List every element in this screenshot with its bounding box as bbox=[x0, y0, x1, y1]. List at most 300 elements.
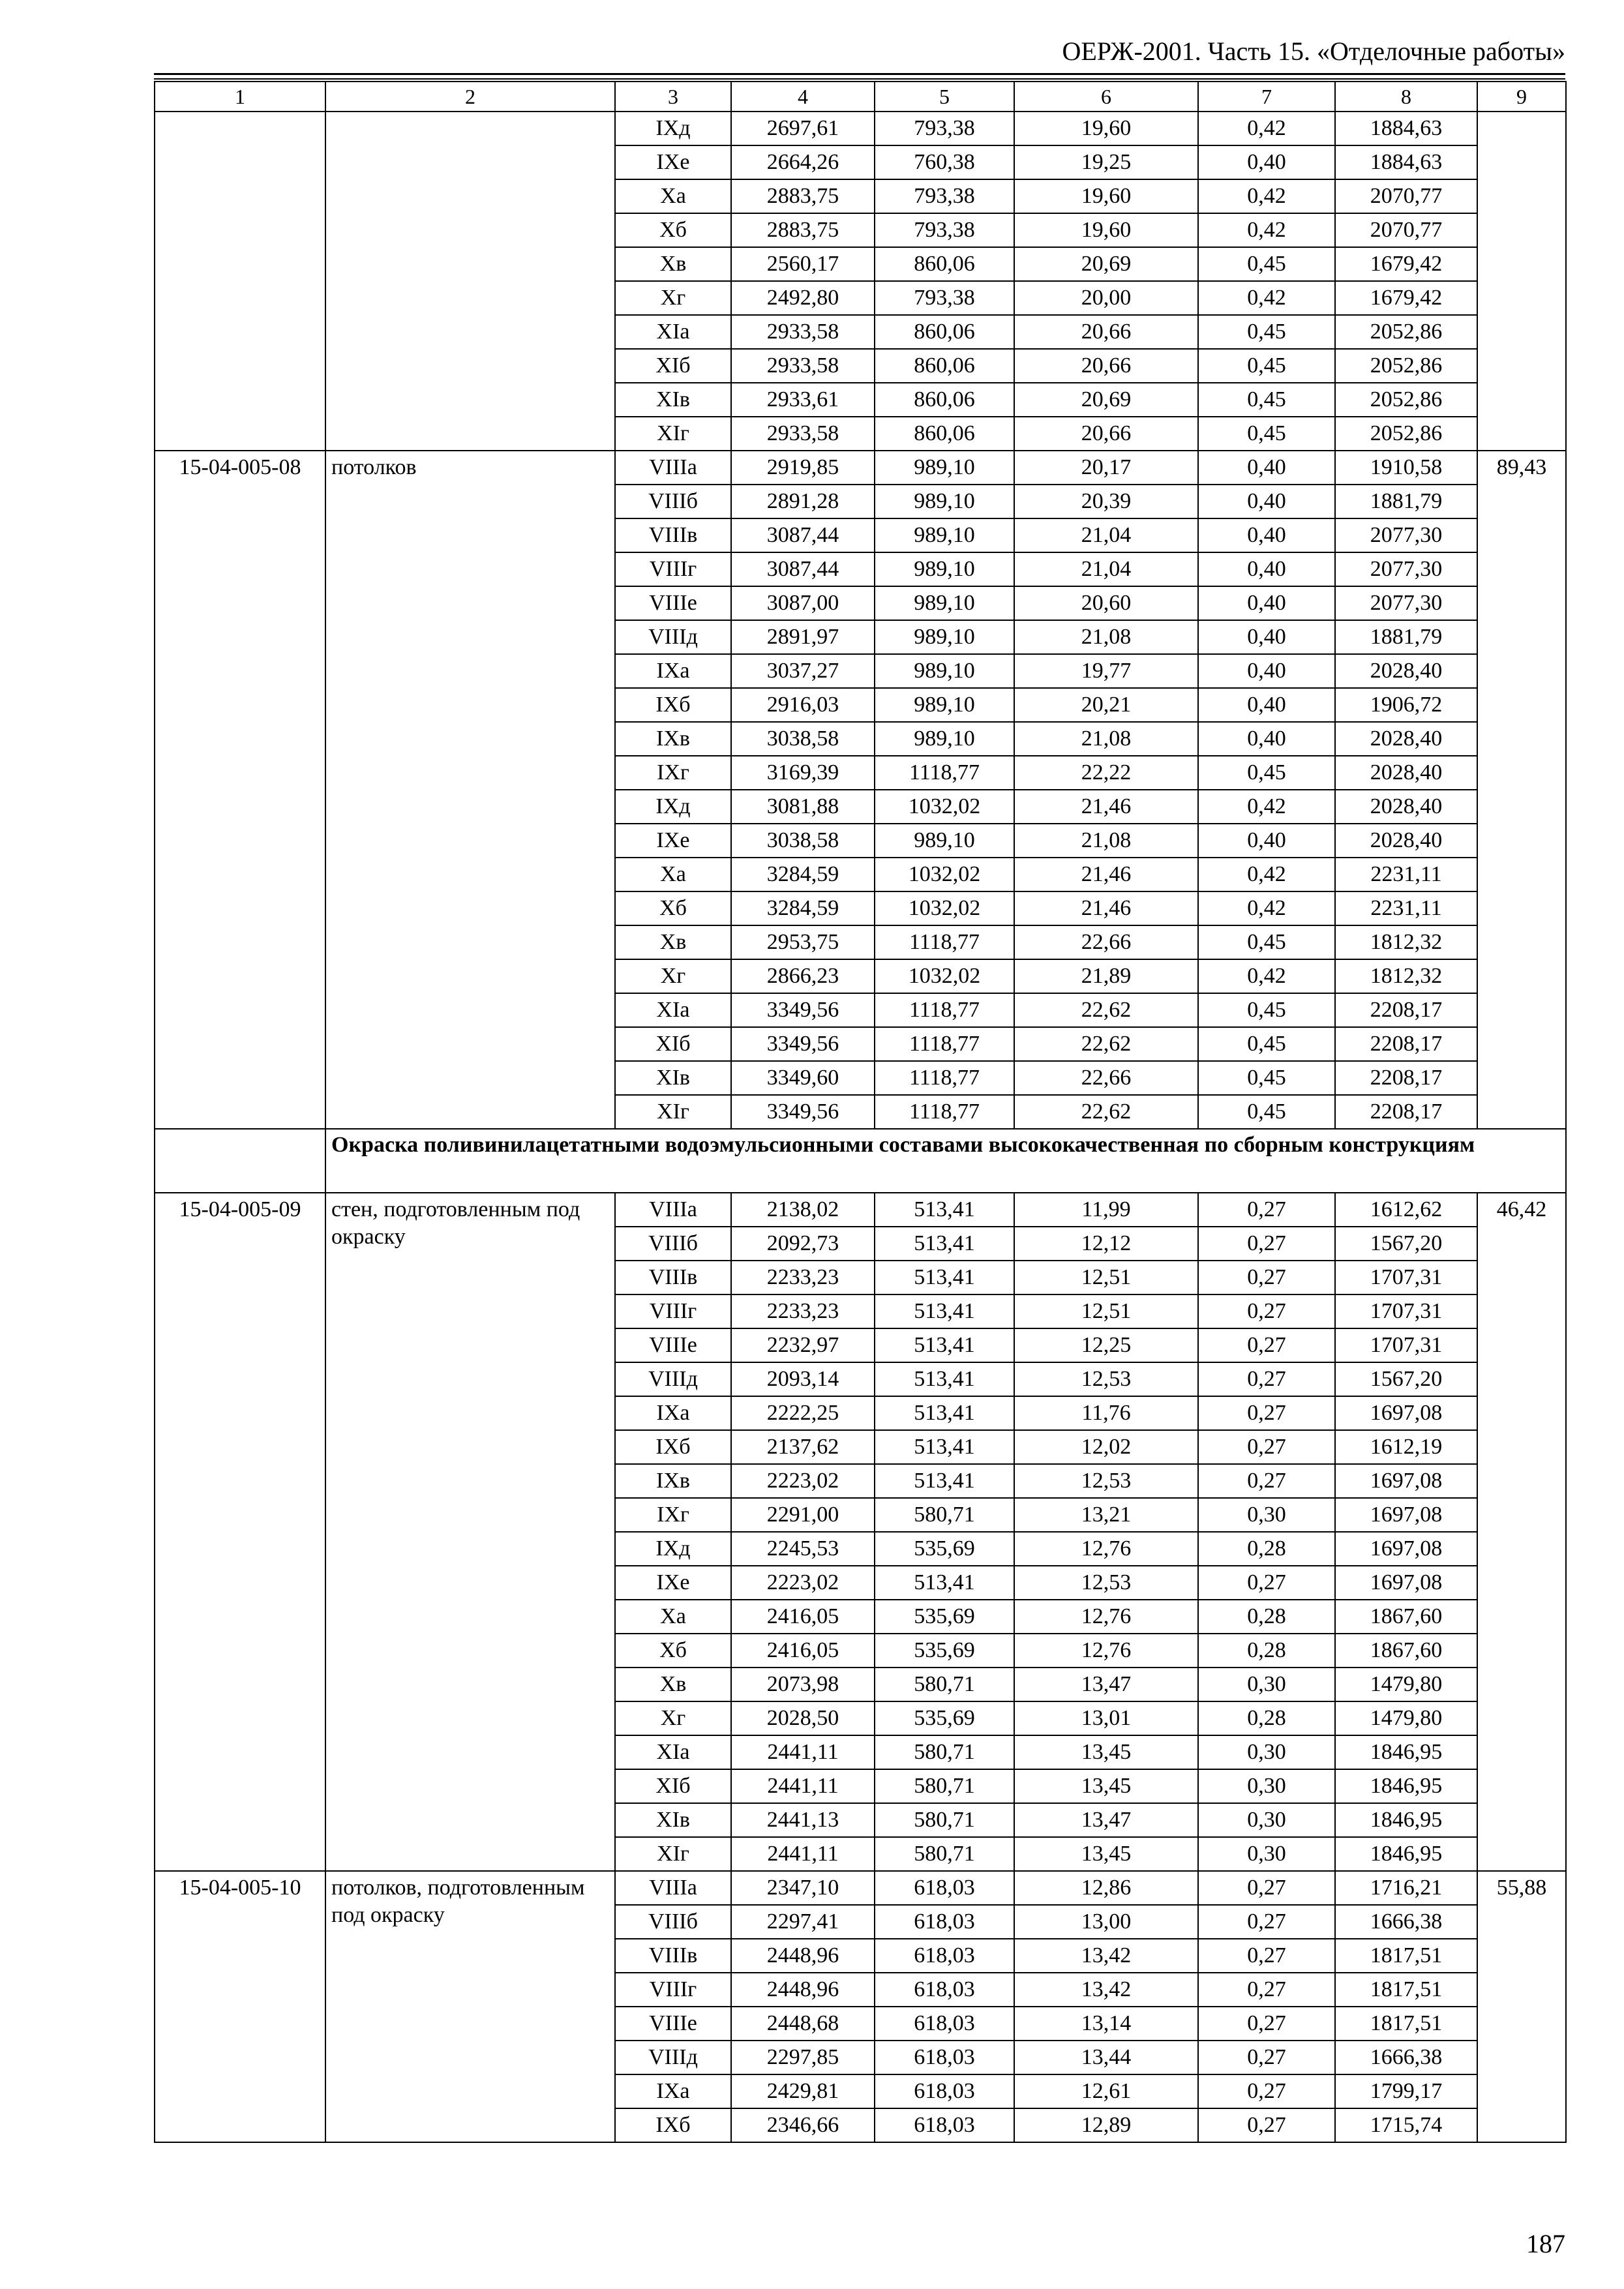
materials: 2231,11 bbox=[1335, 891, 1477, 925]
work-description: потолков, подготовленным под окраску bbox=[325, 1871, 615, 2142]
wages: 1118,77 bbox=[875, 1095, 1014, 1129]
table-row bbox=[155, 1871, 1566, 1905]
wages: 860,06 bbox=[875, 383, 1014, 417]
total-cost: 2297,41 bbox=[731, 1905, 875, 1939]
machinery: 12,76 bbox=[1014, 1600, 1198, 1634]
machinist-wages: 0,30 bbox=[1198, 1803, 1335, 1837]
materials: 2077,30 bbox=[1335, 552, 1477, 586]
total-cost: 2916,03 bbox=[731, 688, 875, 722]
materials: 2077,30 bbox=[1335, 518, 1477, 552]
machinery: 19,77 bbox=[1014, 654, 1198, 688]
machinist-wages: 0,40 bbox=[1198, 145, 1335, 179]
table-row bbox=[155, 1193, 1566, 1227]
zone-class: XIг bbox=[615, 417, 731, 451]
machinist-wages: 0,30 bbox=[1198, 1769, 1335, 1803]
machinist-wages: 0,42 bbox=[1198, 790, 1335, 824]
wages: 580,71 bbox=[875, 1668, 1014, 1701]
zone-class: XIа bbox=[615, 993, 731, 1027]
machinery: 12,76 bbox=[1014, 1532, 1198, 1566]
materials: 2070,77 bbox=[1335, 213, 1477, 247]
wages: 618,03 bbox=[875, 2074, 1014, 2108]
wages: 793,38 bbox=[875, 213, 1014, 247]
zone-class: IXа bbox=[615, 2074, 731, 2108]
machinery: 20,66 bbox=[1014, 417, 1198, 451]
wages: 1032,02 bbox=[875, 858, 1014, 891]
work-description bbox=[325, 112, 615, 451]
machinery: 21,46 bbox=[1014, 891, 1198, 925]
wages: 618,03 bbox=[875, 2041, 1014, 2074]
wages: 580,71 bbox=[875, 1498, 1014, 1532]
wages: 618,03 bbox=[875, 1973, 1014, 2007]
materials: 2028,40 bbox=[1335, 824, 1477, 858]
column-number: 8 bbox=[1335, 82, 1477, 112]
materials: 1612,19 bbox=[1335, 1430, 1477, 1464]
machinery: 20,17 bbox=[1014, 451, 1198, 485]
zone-class: IXг bbox=[615, 756, 731, 790]
section-heading-row bbox=[155, 1129, 1566, 1193]
labor-value bbox=[1477, 112, 1566, 451]
machinery: 19,60 bbox=[1014, 179, 1198, 213]
total-cost: 2416,05 bbox=[731, 1634, 875, 1668]
wages: 1118,77 bbox=[875, 756, 1014, 790]
materials: 1812,32 bbox=[1335, 959, 1477, 993]
total-cost: 2245,53 bbox=[731, 1532, 875, 1566]
wages: 860,06 bbox=[875, 349, 1014, 383]
zone-class: VIIIв bbox=[615, 518, 731, 552]
work-description: стен, подготовленным под окраску bbox=[325, 1193, 615, 1871]
machinist-wages: 0,27 bbox=[1198, 1939, 1335, 1973]
total-cost: 2233,23 bbox=[731, 1261, 875, 1294]
materials: 1666,38 bbox=[1335, 2041, 1477, 2074]
machinist-wages: 0,27 bbox=[1198, 1973, 1335, 2007]
zone-class: XIб bbox=[615, 1027, 731, 1061]
total-cost: 2137,62 bbox=[731, 1430, 875, 1464]
header-rule-thin bbox=[154, 78, 1565, 80]
machinery: 13,45 bbox=[1014, 1769, 1198, 1803]
materials: 2052,86 bbox=[1335, 349, 1477, 383]
materials: 1812,32 bbox=[1335, 925, 1477, 959]
zone-class: VIIIа bbox=[615, 1871, 731, 1905]
wages: 989,10 bbox=[875, 485, 1014, 518]
zone-class: XIб bbox=[615, 1769, 731, 1803]
machinist-wages: 0,42 bbox=[1198, 179, 1335, 213]
machinist-wages: 0,45 bbox=[1198, 417, 1335, 451]
wages: 860,06 bbox=[875, 417, 1014, 451]
machinist-wages: 0,27 bbox=[1198, 2074, 1335, 2108]
machinist-wages: 0,40 bbox=[1198, 485, 1335, 518]
materials: 2052,86 bbox=[1335, 417, 1477, 451]
machinist-wages: 0,45 bbox=[1198, 925, 1335, 959]
machinery: 12,51 bbox=[1014, 1294, 1198, 1328]
machinist-wages: 0,27 bbox=[1198, 1464, 1335, 1498]
labor-value: 46,42 bbox=[1477, 1193, 1566, 1871]
column-number: 5 bbox=[875, 82, 1014, 112]
materials: 1715,74 bbox=[1335, 2108, 1477, 2142]
materials: 1881,79 bbox=[1335, 620, 1477, 654]
materials: 1846,95 bbox=[1335, 1803, 1477, 1837]
zone-class: Xб bbox=[615, 213, 731, 247]
zone-class: XIа bbox=[615, 315, 731, 349]
wages: 618,03 bbox=[875, 2007, 1014, 2041]
wages: 580,71 bbox=[875, 1803, 1014, 1837]
wages: 989,10 bbox=[875, 552, 1014, 586]
wages: 1032,02 bbox=[875, 790, 1014, 824]
wages: 535,69 bbox=[875, 1701, 1014, 1735]
materials: 2028,40 bbox=[1335, 756, 1477, 790]
column-number: 6 bbox=[1014, 82, 1198, 112]
materials: 1679,42 bbox=[1335, 247, 1477, 281]
materials: 1817,51 bbox=[1335, 1973, 1477, 2007]
machinist-wages: 0,27 bbox=[1198, 1261, 1335, 1294]
materials: 1846,95 bbox=[1335, 1769, 1477, 1803]
wages: 989,10 bbox=[875, 824, 1014, 858]
machinery: 12,25 bbox=[1014, 1328, 1198, 1362]
total-cost: 2441,13 bbox=[731, 1803, 875, 1837]
machinery: 13,47 bbox=[1014, 1803, 1198, 1837]
machinist-wages: 0,27 bbox=[1198, 2007, 1335, 2041]
zone-class: XIа bbox=[615, 1735, 731, 1769]
total-cost: 2092,73 bbox=[731, 1227, 875, 1261]
wages: 793,38 bbox=[875, 281, 1014, 315]
machinist-wages: 0,27 bbox=[1198, 1871, 1335, 1905]
table-row bbox=[155, 112, 1566, 145]
machinery: 13,00 bbox=[1014, 1905, 1198, 1939]
materials: 1666,38 bbox=[1335, 1905, 1477, 1939]
wages: 513,41 bbox=[875, 1261, 1014, 1294]
total-cost: 3087,44 bbox=[731, 518, 875, 552]
total-cost: 2441,11 bbox=[731, 1837, 875, 1871]
zone-class: IXа bbox=[615, 654, 731, 688]
zone-class: IXд bbox=[615, 1532, 731, 1566]
machinist-wages: 0,28 bbox=[1198, 1600, 1335, 1634]
machinery: 19,25 bbox=[1014, 145, 1198, 179]
wages: 1118,77 bbox=[875, 1061, 1014, 1095]
total-cost: 2883,75 bbox=[731, 179, 875, 213]
zone-class: XIб bbox=[615, 349, 731, 383]
machinery: 22,66 bbox=[1014, 925, 1198, 959]
zone-class: VIIIа bbox=[615, 1193, 731, 1227]
machinist-wages: 0,45 bbox=[1198, 1095, 1335, 1129]
section-blank-cell bbox=[155, 1129, 325, 1193]
total-cost: 2448,68 bbox=[731, 2007, 875, 2041]
total-cost: 2429,81 bbox=[731, 2074, 875, 2108]
total-cost: 2933,58 bbox=[731, 349, 875, 383]
machinist-wages: 0,27 bbox=[1198, 2108, 1335, 2142]
zone-class: VIIIд bbox=[615, 1362, 731, 1396]
total-cost: 3284,59 bbox=[731, 858, 875, 891]
wages: 989,10 bbox=[875, 586, 1014, 620]
machinery: 13,42 bbox=[1014, 1939, 1198, 1973]
machinery: 21,08 bbox=[1014, 824, 1198, 858]
total-cost: 3349,56 bbox=[731, 993, 875, 1027]
materials: 1867,60 bbox=[1335, 1634, 1477, 1668]
machinist-wages: 0,27 bbox=[1198, 1430, 1335, 1464]
machinist-wages: 0,42 bbox=[1198, 112, 1335, 145]
machinery: 20,66 bbox=[1014, 349, 1198, 383]
total-cost: 2297,85 bbox=[731, 2041, 875, 2074]
zone-class: Xб bbox=[615, 1634, 731, 1668]
total-cost: 2891,97 bbox=[731, 620, 875, 654]
total-cost: 2933,58 bbox=[731, 417, 875, 451]
wages: 793,38 bbox=[875, 112, 1014, 145]
section-heading: Окраска поливинилацетатными водоэмульсионными составами высококачественная по сборным конструкциям bbox=[325, 1129, 1566, 1193]
column-number: 2 bbox=[325, 82, 615, 112]
materials: 2208,17 bbox=[1335, 1095, 1477, 1129]
materials: 2208,17 bbox=[1335, 993, 1477, 1027]
machinist-wages: 0,40 bbox=[1198, 620, 1335, 654]
wages: 513,41 bbox=[875, 1294, 1014, 1328]
machinery: 22,62 bbox=[1014, 1095, 1198, 1129]
zone-class: XIг bbox=[615, 1095, 731, 1129]
wages: 535,69 bbox=[875, 1532, 1014, 1566]
machinery: 19,60 bbox=[1014, 213, 1198, 247]
machinist-wages: 0,40 bbox=[1198, 552, 1335, 586]
rates-table bbox=[154, 81, 1567, 2143]
wages: 618,03 bbox=[875, 1871, 1014, 1905]
wages: 989,10 bbox=[875, 518, 1014, 552]
zone-class: IXд bbox=[615, 790, 731, 824]
wages: 989,10 bbox=[875, 620, 1014, 654]
machinist-wages: 0,42 bbox=[1198, 959, 1335, 993]
zone-class: IXв bbox=[615, 1464, 731, 1498]
wages: 618,03 bbox=[875, 1939, 1014, 1973]
machinist-wages: 0,45 bbox=[1198, 756, 1335, 790]
materials: 1697,08 bbox=[1335, 1498, 1477, 1532]
total-cost: 2441,11 bbox=[731, 1735, 875, 1769]
total-cost: 2347,10 bbox=[731, 1871, 875, 1905]
wages: 513,41 bbox=[875, 1464, 1014, 1498]
machinery: 12,53 bbox=[1014, 1362, 1198, 1396]
materials: 1567,20 bbox=[1335, 1362, 1477, 1396]
machinery: 20,21 bbox=[1014, 688, 1198, 722]
column-number: 7 bbox=[1198, 82, 1335, 112]
zone-class: VIIIв bbox=[615, 1939, 731, 1973]
machinist-wages: 0,30 bbox=[1198, 1668, 1335, 1701]
materials: 1679,42 bbox=[1335, 281, 1477, 315]
machinist-wages: 0,40 bbox=[1198, 824, 1335, 858]
machinist-wages: 0,30 bbox=[1198, 1735, 1335, 1769]
total-cost: 3037,27 bbox=[731, 654, 875, 688]
machinist-wages: 0,27 bbox=[1198, 1905, 1335, 1939]
wages: 513,41 bbox=[875, 1396, 1014, 1430]
zone-class: VIIIг bbox=[615, 1973, 731, 2007]
materials: 2028,40 bbox=[1335, 654, 1477, 688]
machinist-wages: 0,45 bbox=[1198, 315, 1335, 349]
zone-class: XIв bbox=[615, 1061, 731, 1095]
wages: 580,71 bbox=[875, 1735, 1014, 1769]
total-cost: 2919,85 bbox=[731, 451, 875, 485]
zone-class: Xа bbox=[615, 1600, 731, 1634]
machinery: 11,99 bbox=[1014, 1193, 1198, 1227]
zone-class: VIIIе bbox=[615, 1328, 731, 1362]
zone-class: VIIIб bbox=[615, 1905, 731, 1939]
machinery: 20,69 bbox=[1014, 247, 1198, 281]
machinist-wages: 0,40 bbox=[1198, 654, 1335, 688]
machinist-wages: 0,27 bbox=[1198, 2041, 1335, 2074]
machinery: 20,60 bbox=[1014, 586, 1198, 620]
zone-class: Xа bbox=[615, 858, 731, 891]
machinist-wages: 0,27 bbox=[1198, 1294, 1335, 1328]
total-cost: 2138,02 bbox=[731, 1193, 875, 1227]
machinist-wages: 0,27 bbox=[1198, 1328, 1335, 1362]
machinery: 12,89 bbox=[1014, 2108, 1198, 2142]
wages: 1032,02 bbox=[875, 891, 1014, 925]
machinist-wages: 0,40 bbox=[1198, 722, 1335, 756]
machinery: 21,04 bbox=[1014, 552, 1198, 586]
machinery: 12,86 bbox=[1014, 1871, 1198, 1905]
machinist-wages: 0,45 bbox=[1198, 247, 1335, 281]
machinery: 21,04 bbox=[1014, 518, 1198, 552]
zone-class: IXд bbox=[615, 112, 731, 145]
total-cost: 2891,28 bbox=[731, 485, 875, 518]
work-description: потолков bbox=[325, 451, 615, 1129]
materials: 1716,21 bbox=[1335, 1871, 1477, 1905]
total-cost: 2028,50 bbox=[731, 1701, 875, 1735]
total-cost: 2697,61 bbox=[731, 112, 875, 145]
zone-class: IXе bbox=[615, 824, 731, 858]
zone-class: VIIIб bbox=[615, 1227, 731, 1261]
machinery: 12,02 bbox=[1014, 1430, 1198, 1464]
total-cost: 3349,60 bbox=[731, 1061, 875, 1095]
zone-class: IXб bbox=[615, 2108, 731, 2142]
zone-class: Xв bbox=[615, 1668, 731, 1701]
machinery: 21,89 bbox=[1014, 959, 1198, 993]
zone-class: VIIIб bbox=[615, 485, 731, 518]
wages: 513,41 bbox=[875, 1362, 1014, 1396]
materials: 1881,79 bbox=[1335, 485, 1477, 518]
machinist-wages: 0,40 bbox=[1198, 688, 1335, 722]
machinery: 21,08 bbox=[1014, 620, 1198, 654]
total-cost: 2883,75 bbox=[731, 213, 875, 247]
total-cost: 3081,88 bbox=[731, 790, 875, 824]
total-cost: 2448,96 bbox=[731, 1973, 875, 2007]
rate-code: 15-04-005-09 bbox=[155, 1193, 325, 1871]
zone-class: Xб bbox=[615, 891, 731, 925]
zone-class: VIIIг bbox=[615, 1294, 731, 1328]
wages: 580,71 bbox=[875, 1769, 1014, 1803]
machinery: 22,22 bbox=[1014, 756, 1198, 790]
materials: 1567,20 bbox=[1335, 1227, 1477, 1261]
materials: 2208,17 bbox=[1335, 1061, 1477, 1095]
materials: 1846,95 bbox=[1335, 1735, 1477, 1769]
page-number: 187 bbox=[1526, 2229, 1565, 2258]
table-row bbox=[155, 451, 1566, 485]
machinery: 13,14 bbox=[1014, 2007, 1198, 2041]
machinery: 13,47 bbox=[1014, 1668, 1198, 1701]
zone-class: XIв bbox=[615, 1803, 731, 1837]
wages: 513,41 bbox=[875, 1430, 1014, 1464]
column-number: 1 bbox=[155, 82, 325, 112]
machinist-wages: 0,45 bbox=[1198, 349, 1335, 383]
machinery: 11,76 bbox=[1014, 1396, 1198, 1430]
zone-class: IXб bbox=[615, 1430, 731, 1464]
machinist-wages: 0,30 bbox=[1198, 1837, 1335, 1871]
zone-class: Xг bbox=[615, 959, 731, 993]
machinist-wages: 0,28 bbox=[1198, 1532, 1335, 1566]
materials: 1884,63 bbox=[1335, 112, 1477, 145]
machinery: 12,12 bbox=[1014, 1227, 1198, 1261]
wages: 989,10 bbox=[875, 688, 1014, 722]
machinery: 12,51 bbox=[1014, 1261, 1198, 1294]
wages: 618,03 bbox=[875, 1905, 1014, 1939]
zone-class: VIIIе bbox=[615, 2007, 731, 2041]
wages: 513,41 bbox=[875, 1193, 1014, 1227]
machinist-wages: 0,27 bbox=[1198, 1566, 1335, 1600]
machinist-wages: 0,40 bbox=[1198, 451, 1335, 485]
machinery: 21,46 bbox=[1014, 858, 1198, 891]
zone-class: VIIIг bbox=[615, 552, 731, 586]
machinist-wages: 0,40 bbox=[1198, 518, 1335, 552]
materials: 1707,31 bbox=[1335, 1261, 1477, 1294]
materials: 2070,77 bbox=[1335, 179, 1477, 213]
rate-code: 15-04-005-08 bbox=[155, 451, 325, 1129]
total-cost: 2933,61 bbox=[731, 383, 875, 417]
materials: 2052,86 bbox=[1335, 383, 1477, 417]
machinist-wages: 0,27 bbox=[1198, 1362, 1335, 1396]
column-number-row bbox=[155, 82, 1566, 112]
total-cost: 2492,80 bbox=[731, 281, 875, 315]
machinery: 20,39 bbox=[1014, 485, 1198, 518]
machinist-wages: 0,30 bbox=[1198, 1498, 1335, 1532]
machinist-wages: 0,27 bbox=[1198, 1227, 1335, 1261]
zone-class: Xв bbox=[615, 247, 731, 281]
machinist-wages: 0,27 bbox=[1198, 1193, 1335, 1227]
wages: 1118,77 bbox=[875, 925, 1014, 959]
zone-class: Xг bbox=[615, 1701, 731, 1735]
machinist-wages: 0,42 bbox=[1198, 281, 1335, 315]
total-cost: 2223,02 bbox=[731, 1464, 875, 1498]
total-cost: 2448,96 bbox=[731, 1939, 875, 1973]
wages: 860,06 bbox=[875, 315, 1014, 349]
wages: 513,41 bbox=[875, 1227, 1014, 1261]
zone-class: Xг bbox=[615, 281, 731, 315]
total-cost: 2953,75 bbox=[731, 925, 875, 959]
machinery: 13,42 bbox=[1014, 1973, 1198, 2007]
materials: 2208,17 bbox=[1335, 1027, 1477, 1061]
zone-class: IXе bbox=[615, 1566, 731, 1600]
machinery: 13,21 bbox=[1014, 1498, 1198, 1532]
total-cost: 3284,59 bbox=[731, 891, 875, 925]
wages: 618,03 bbox=[875, 2108, 1014, 2142]
materials: 2028,40 bbox=[1335, 790, 1477, 824]
total-cost: 2093,14 bbox=[731, 1362, 875, 1396]
column-number: 4 bbox=[731, 82, 875, 112]
materials: 1817,51 bbox=[1335, 1939, 1477, 1973]
materials: 1697,08 bbox=[1335, 1464, 1477, 1498]
machinist-wages: 0,42 bbox=[1198, 213, 1335, 247]
total-cost: 2866,23 bbox=[731, 959, 875, 993]
machinist-wages: 0,27 bbox=[1198, 1396, 1335, 1430]
machinist-wages: 0,45 bbox=[1198, 1027, 1335, 1061]
wages: 580,71 bbox=[875, 1837, 1014, 1871]
machinery: 20,66 bbox=[1014, 315, 1198, 349]
machinery: 13,45 bbox=[1014, 1837, 1198, 1871]
labor-value: 55,88 bbox=[1477, 1871, 1566, 2142]
zone-class: VIIIв bbox=[615, 1261, 731, 1294]
machinist-wages: 0,28 bbox=[1198, 1701, 1335, 1735]
machinist-wages: 0,42 bbox=[1198, 891, 1335, 925]
zone-class: IXб bbox=[615, 688, 731, 722]
total-cost: 2933,58 bbox=[731, 315, 875, 349]
zone-class: VIIIд bbox=[615, 2041, 731, 2074]
zone-class: VIIIд bbox=[615, 620, 731, 654]
zone-class: XIг bbox=[615, 1837, 731, 1871]
machinery: 20,00 bbox=[1014, 281, 1198, 315]
machinery: 19,60 bbox=[1014, 112, 1198, 145]
total-cost: 2291,00 bbox=[731, 1498, 875, 1532]
materials: 1697,08 bbox=[1335, 1532, 1477, 1566]
rate-code bbox=[155, 112, 325, 451]
